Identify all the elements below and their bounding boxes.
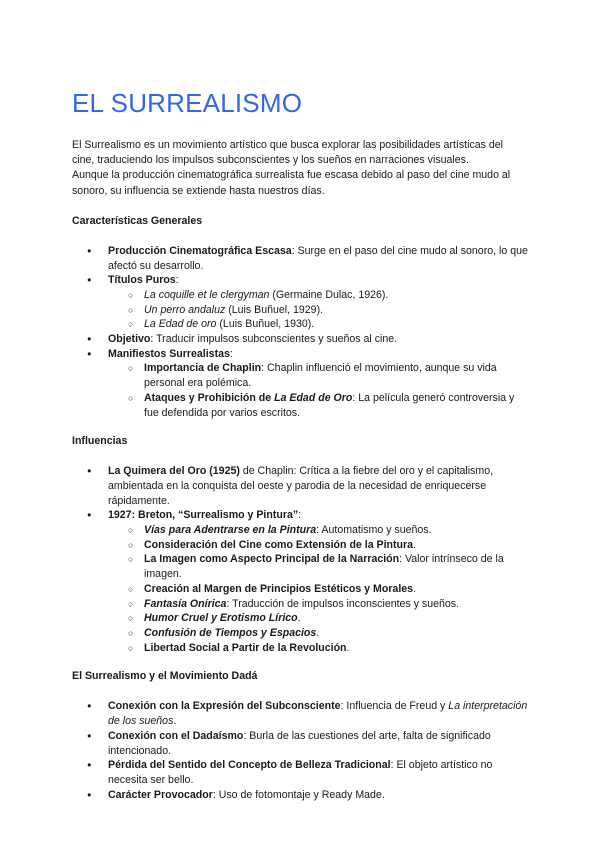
sub-list-item: ○ La Imagen como Aspecto Principal de la Narración: Valor intrínseco de la imagen.: [108, 552, 528, 581]
intro-text-2: Aunque la producción cinematográfica surrealista fue escasa debido al paso del cine mudo al sonoro, su influencia se extiende hasta nuestros días.: [72, 169, 511, 197]
sub-list-item: ○ Humor Cruel y Erotismo Lírico.: [108, 611, 528, 626]
list-item: ● Conexión con el Dadaísmo: Burla de las cuestiones del arte, falta de significado intencionado.: [72, 729, 528, 758]
sub-list-item: ○ Libertad Social a Partir de la Revolución.: [108, 641, 528, 656]
section-heading-influencias: Influencias: [72, 435, 128, 448]
dada-list: [72, 699, 528, 802]
sub-list-item: ○ La coquille et le clergyman (Germaine Dulac, 1926).: [108, 288, 528, 303]
list-item: ● Producción Cinematográfica Escasa: Surge en el paso del cine mudo al sonoro, lo que afectó su desarrollo.: [72, 244, 528, 273]
list-item: ● Manifiestos Surrealistas: ○ Importancia de Chaplin: Chaplin influenció el movimiento, aunque su vida personal era polémica. ○ Ataques y Prohibición de La Edad de Oro: La película generó controversia y fue defendida por varios escritos.: [72, 347, 528, 421]
intro-paragraph: [72, 138, 528, 199]
list-item: ● Pérdida del Sentido del Concepto de Belleza Tradicional: El objeto artístico no necesita ser bello.: [72, 758, 528, 787]
list-item: ● Carácter Provocador: Uso de fotomontaje y Ready Made.: [72, 788, 528, 803]
sub-list-item: ○ Ataques y Prohibición de La Edad de Oro: La película generó controversia y fue defendida por varios escritos.: [108, 391, 528, 420]
breton-list: [108, 523, 528, 655]
list-item: ● Objetivo: Traducir impulsos subconscientes y sueños al cine.: [72, 332, 528, 347]
intro-text-1: El Surrealismo es un movimiento artístico que busca explorar las posibilidades artísticas del cine, traduciendo los impulsos subconscientes y los sueños en narraciones visuales.: [72, 139, 504, 167]
page-title: EL SURREALISMO: [72, 88, 303, 118]
titulos-puros-list: [108, 288, 528, 332]
sub-list-item: ○ Consideración del Cine como Extensión de la Pintura.: [108, 538, 528, 553]
sub-list-item: ○ Creación al Margen de Principios Estéticos y Morales.: [108, 582, 528, 597]
sub-list-item: ○ Fantasía Onírica: Traducción de impulsos inconscientes y sueños.: [108, 597, 528, 612]
sub-list-item: ○ Un perro andaluz (Luis Buñuel, 1929).: [108, 303, 528, 318]
sub-list-item: ○ Confusión de Tiempos y Espacios.: [108, 626, 528, 641]
list-item: ● 1927: Breton, “Surrealismo y Pintura”: ○ Vías para Adentrarse en la Pintura: Automatismo y sueños. ○ Consideración del Cine como Extensión de la Pintura. ○ La Imagen como Aspecto Principal de la Narración: Valor intrínseco de la imagen. ○ Creación al Margen de Principios Estéticos y Morales. ○ Fantasía Onírica: Traducción de impulsos inconscientes y sueños. ○ Humor Cruel y Erotismo Lírico. ○ Confusión de Tiempos y Espacios. ○ Libertad Social a Partir de la Revolución.: [72, 508, 528, 655]
sub-list-item: ○ Vías para Adentrarse en la Pintura: Automatismo y sueños.: [108, 523, 528, 538]
manifiestos-list: [108, 361, 528, 420]
section-heading-dada: El Surrealismo y el Movimiento Dadá: [72, 670, 258, 683]
caracteristicas-list: [72, 244, 528, 420]
list-item: ● La Quimera del Oro (1925) de Chaplin: Crítica a la fiebre del oro y el capitalismo, ambientada en la conquista del oeste y parodia de la necesidad de enriquecerse rápidamente.: [72, 464, 528, 508]
sub-list-item: ○ La Edad de oro (Luis Buñuel, 1930).: [108, 317, 528, 332]
list-item: ● Conexión con la Expresión del Subconsciente: Influencia de Freud y La interpretación de los sueños.: [72, 699, 528, 728]
influencias-list: [72, 464, 528, 655]
section-heading-caracteristicas: Características Generales: [72, 214, 203, 227]
list-item: ● Títulos Puros: ○ La coquille et le clergyman (Germaine Dulac, 1926). ○ Un perro andaluz (Luis Buñuel, 1929). ○ La Edad de oro (Luis Buñuel, 1930).: [72, 273, 528, 332]
sub-list-item: ○ Importancia de Chaplin: Chaplin influenció el movimiento, aunque su vida personal era polémica.: [108, 361, 528, 390]
